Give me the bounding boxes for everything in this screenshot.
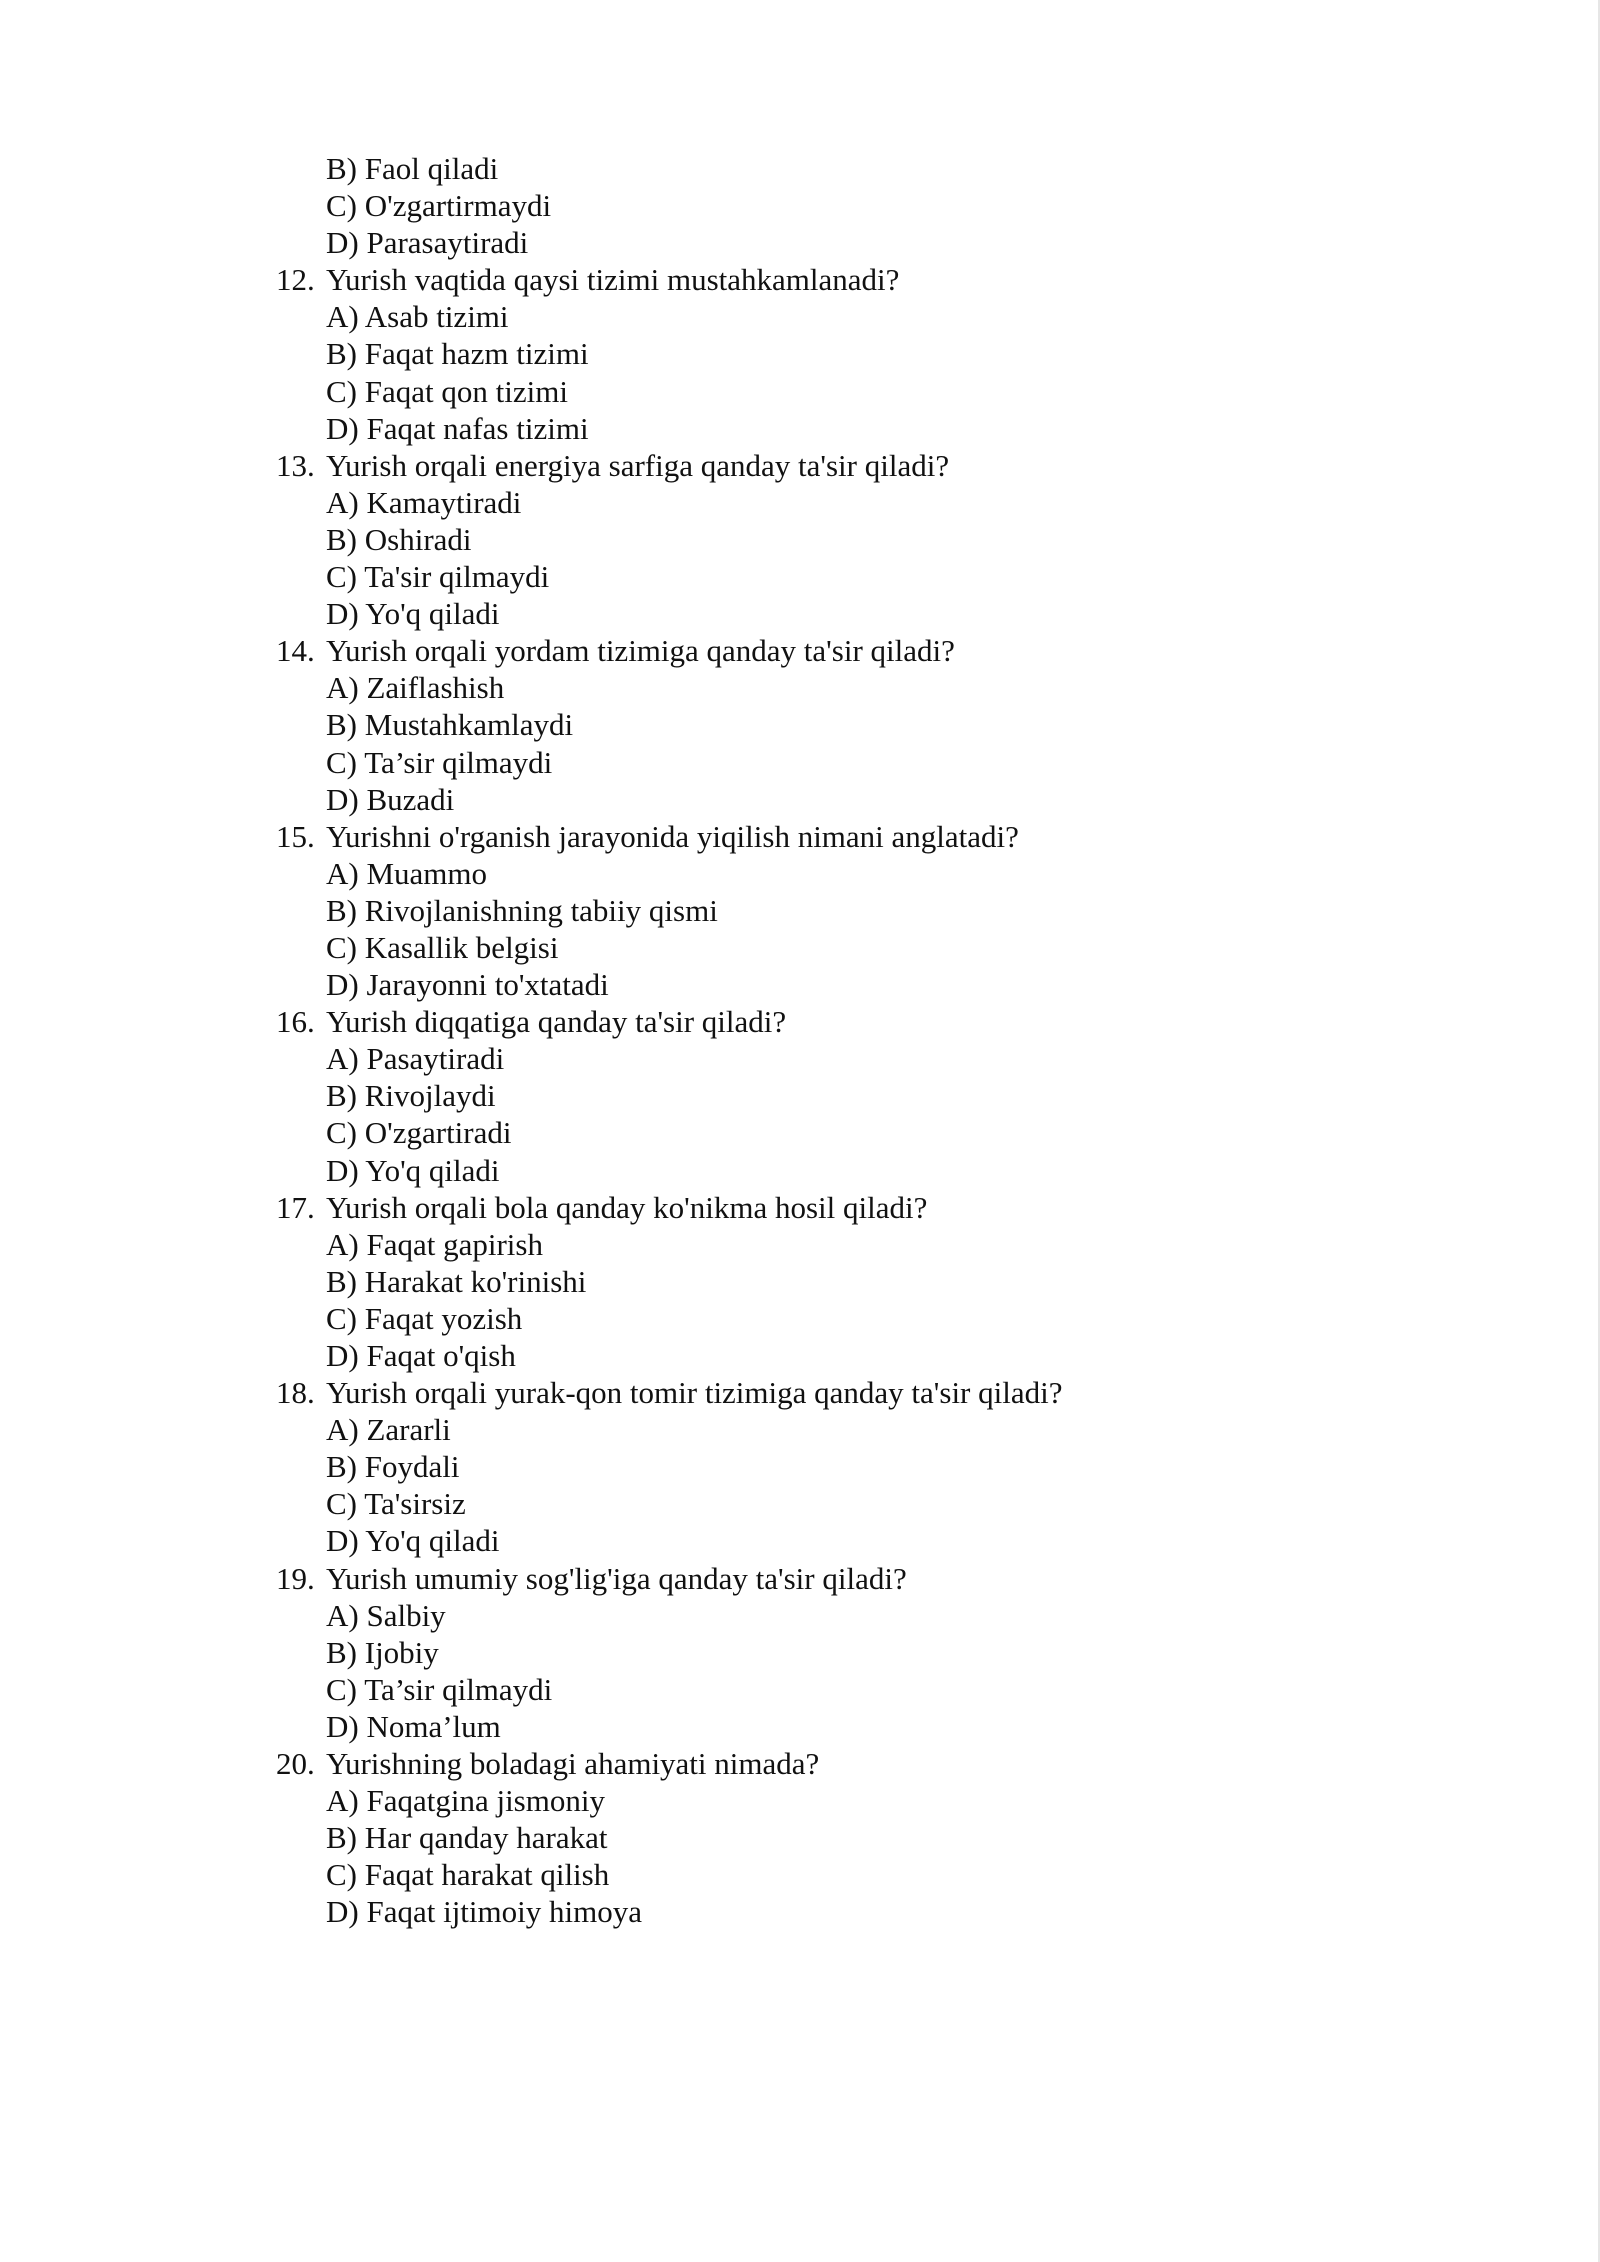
option-line: D) Noma’lum — [326, 1708, 501, 1744]
question-line — [276, 818, 1476, 855]
question-number: 16. — [276, 1004, 315, 1040]
question-line — [276, 1745, 1476, 1782]
question-line — [276, 1189, 1476, 1226]
question-line — [276, 447, 1476, 484]
option-line: D) Yo'q qiladi — [326, 1523, 500, 1559]
option-line: D) Buzadi — [326, 781, 455, 817]
option-line: B) Harakat ko'rinishi — [326, 1263, 587, 1299]
option-line: D) Faqat o'qish — [326, 1338, 516, 1373]
option-line: C) Kasallik belgisi — [326, 929, 559, 965]
question-number: 19. — [276, 1560, 315, 1596]
question-text: Yurishning boladagi ahamiyati nimada? — [326, 1746, 820, 1782]
question-number: 14. — [276, 633, 315, 669]
question-line — [276, 1560, 1476, 1597]
option-line: B) Oshiradi — [326, 521, 472, 557]
question-line — [276, 261, 1476, 298]
option-line: C) Ta'sir qilmaydi — [326, 559, 550, 595]
option-line: B) Faol qiladi — [326, 151, 499, 186]
question-text: Yurish orqali energiya sarfiga qanday ta'sir qiladi? — [326, 447, 950, 483]
question-text: Yurish vaqtida qaysi tizimi mustahkamlanadi? — [326, 262, 900, 298]
option-line: C) Faqat qon tizimi — [326, 373, 568, 409]
question-text: Yurish orqali bola qanday ko'nikma hosil qiladi? — [326, 1189, 928, 1225]
question-text: Yurish orqali yordam tizimiga qanday ta'sir qiladi? — [326, 633, 955, 669]
option-line: A) Pasaytiradi — [326, 1041, 505, 1077]
question-number: 13. — [276, 447, 315, 483]
option-line: A) Zaiflashish — [326, 670, 505, 706]
question-number: 20. — [276, 1746, 315, 1782]
question-13 — [276, 447, 1476, 632]
option-line: A) Muammo — [326, 855, 488, 891]
option-line: D) Faqat nafas tizimi — [326, 410, 589, 446]
question-text: Yurish orqali yurak-qon tomir tizimiga qanday ta'sir qiladi? — [326, 1375, 1063, 1411]
option-line: A) Kamaytiradi — [326, 484, 522, 520]
question-text: Yurishni o'rganish jarayonida yiqilish nimani anglatadi? — [326, 818, 1019, 854]
question-number: 17. — [276, 1189, 315, 1225]
option-line: C) Ta’sir qilmaydi — [326, 744, 553, 780]
question-14 — [276, 632, 1476, 817]
option-line: D) Parasaytiradi — [326, 225, 529, 261]
question-16 — [276, 1003, 1476, 1188]
option-line: A) Asab tizimi — [326, 299, 509, 335]
option-line: B) Har qanday harakat — [326, 1820, 608, 1856]
option-line: D) Yo'q qiladi — [326, 1152, 500, 1188]
question-20 — [276, 1745, 1476, 1930]
question-number: 18. — [276, 1375, 315, 1411]
option-line: D) Jarayonni to'xtatadi — [326, 967, 609, 1003]
option-line: B) Mustahkamlaydi — [326, 707, 574, 743]
option-line: A) Zararli — [326, 1412, 451, 1448]
option-line: D) Faqat ijtimoiy himoya — [326, 1894, 642, 1930]
option-line: C) Ta'sirsiz — [326, 1486, 466, 1522]
option-line: C) Faqat harakat qilish — [326, 1857, 610, 1893]
question-line — [276, 1003, 1476, 1040]
option-line: B) Foydali — [326, 1449, 460, 1485]
option-line: D) Yo'q qiladi — [326, 596, 500, 632]
option-line: B) Ijobiy — [326, 1634, 439, 1670]
question-line — [276, 1374, 1476, 1411]
option-line: B) Faqat hazm tizimi — [326, 336, 589, 372]
question-text: Yurish diqqatiga qanday ta'sir qiladi? — [326, 1004, 787, 1040]
question-number: 15. — [276, 818, 315, 854]
option-line: C) O'zgartirmaydi — [326, 188, 552, 224]
option-line: A) Faqatgina jismoniy — [326, 1783, 605, 1819]
option-line: B) Rivojlanishning tabiiy qismi — [326, 892, 718, 928]
option-line: C) O'zgartiradi — [326, 1115, 512, 1151]
option-line: B) Rivojlaydi — [326, 1078, 496, 1114]
option-line: A) Salbiy — [326, 1597, 446, 1633]
option-line: C) Ta’sir qilmaydi — [326, 1671, 553, 1707]
question-12 — [276, 261, 1476, 446]
option-line: C) Faqat yozish — [326, 1300, 523, 1336]
question-17 — [276, 1189, 1476, 1374]
quiz-content — [276, 150, 1476, 1931]
question-number: 12. — [276, 262, 315, 298]
question-18 — [276, 1374, 1476, 1559]
question-19 — [276, 1560, 1476, 1745]
question-15 — [276, 818, 1476, 1003]
question-line — [276, 632, 1476, 669]
question-text: Yurish umumiy sog'lig'iga qanday ta'sir qiladi? — [326, 1560, 907, 1596]
option-line: A) Faqat gapirish — [326, 1226, 543, 1262]
